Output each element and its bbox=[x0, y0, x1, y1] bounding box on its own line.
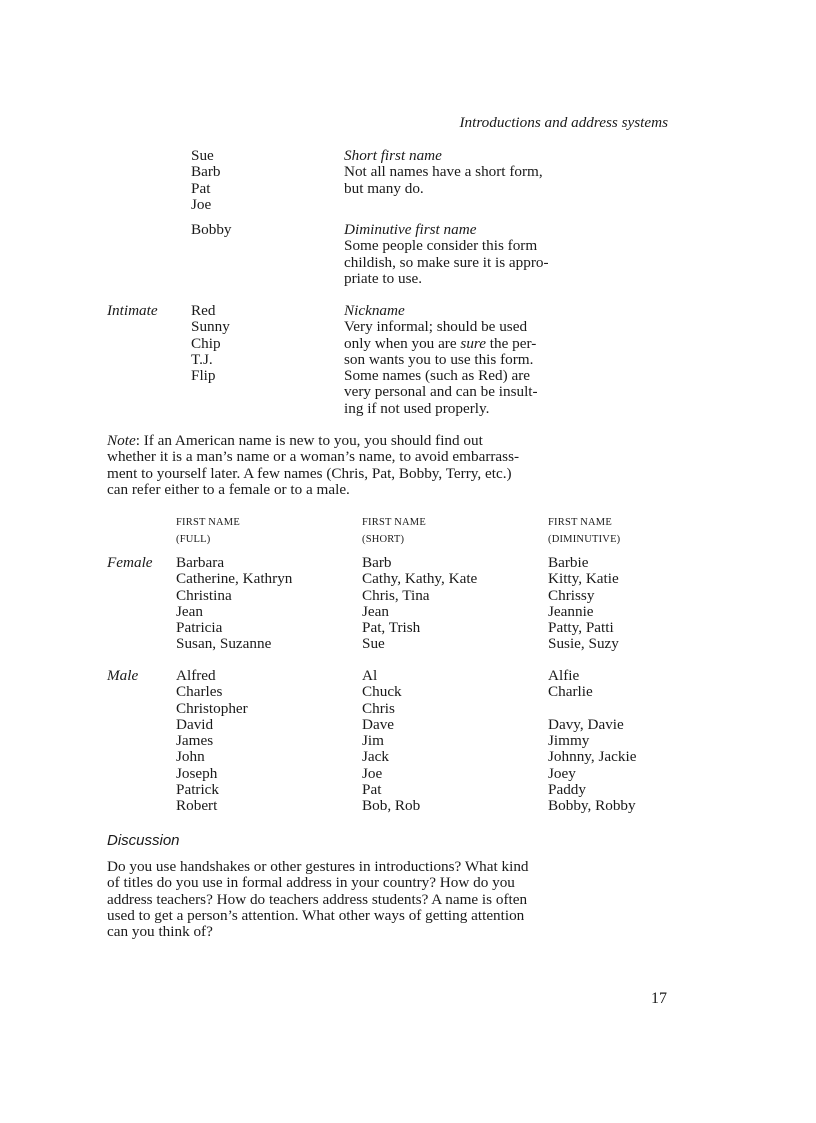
table-cell: David bbox=[176, 715, 214, 733]
table-cell: Jean bbox=[362, 602, 389, 620]
female-diminutive-column bbox=[548, 555, 619, 653]
table-cell: Bob, Rob bbox=[362, 797, 421, 815]
desc-line: childish, so make sure it is appro- bbox=[344, 253, 549, 271]
nickname-description bbox=[344, 303, 538, 417]
table-cell: James bbox=[176, 732, 214, 750]
table-cell: Al bbox=[362, 667, 378, 684]
header-line: (DIMINUTIVE) bbox=[548, 534, 621, 545]
header-line: FIRST NAME bbox=[176, 517, 240, 528]
table-cell: Bobby, Robby bbox=[548, 797, 636, 815]
name-item: Flip bbox=[191, 367, 216, 385]
desc-line: Some names (such as Red) are bbox=[344, 367, 530, 385]
table-cell: Jim bbox=[362, 732, 384, 750]
header-line: FIRST NAME bbox=[548, 517, 612, 528]
table-cell: Christina bbox=[176, 586, 232, 604]
column-header-short bbox=[362, 514, 426, 548]
note-line bbox=[107, 433, 519, 449]
note-text: : If an American name is new to you, you should find out bbox=[135, 432, 483, 449]
name-item: Sue bbox=[191, 147, 214, 164]
note-line: ment to yourself later. A few names (Chris, Pat, Bobby, Terry, etc.) bbox=[107, 464, 512, 482]
desc-text: the per- bbox=[486, 334, 537, 352]
table-cell: Chuck bbox=[362, 683, 402, 701]
table-cell: Chrissy bbox=[548, 586, 595, 604]
table-cell: John bbox=[176, 748, 205, 766]
short-form-description bbox=[344, 148, 543, 197]
nickname-names-list bbox=[191, 303, 230, 384]
male-short-column bbox=[362, 668, 420, 815]
diminutive-names-list bbox=[191, 222, 232, 238]
table-cell: Barbara bbox=[176, 554, 225, 571]
name-item: T.J. bbox=[191, 350, 213, 368]
note-line: whether it is a man’s name or a woman’s name, to avoid embarrass- bbox=[107, 448, 520, 466]
intimate-label: Intimate bbox=[107, 302, 158, 319]
table-cell: Patty, Patti bbox=[548, 619, 614, 637]
header-line: (FULL) bbox=[176, 534, 211, 545]
desc-line bbox=[344, 336, 538, 352]
table-cell: Jimmy bbox=[548, 732, 590, 750]
table-cell: Jack bbox=[362, 748, 389, 766]
table-cell: Cathy, Kathy, Kate bbox=[362, 570, 478, 588]
note-paragraph bbox=[107, 433, 519, 498]
table-cell: Joe bbox=[362, 764, 383, 782]
form-title: Short first name bbox=[344, 147, 442, 164]
table-cell: Charlie bbox=[548, 683, 593, 701]
page-number: 17 bbox=[651, 990, 667, 1007]
desc-line: son wants you to use this form. bbox=[344, 350, 534, 368]
note-line: can refer either to a female or to a male. bbox=[107, 480, 350, 498]
name-item: Chip bbox=[191, 334, 221, 352]
header-line: (SHORT) bbox=[362, 534, 405, 545]
table-cell: Patricia bbox=[176, 619, 223, 637]
name-item: Bobby bbox=[191, 221, 232, 238]
table-cell: Pat, Trish bbox=[362, 619, 421, 637]
male-full-column bbox=[176, 668, 248, 815]
table-cell: Jean bbox=[176, 602, 203, 620]
discussion-heading: Discussion bbox=[107, 832, 180, 849]
table-cell: Paddy bbox=[548, 781, 586, 799]
running-head: Introductions and address systems bbox=[459, 114, 668, 131]
discussion-line: can you think of? bbox=[107, 923, 213, 941]
male-diminutive-column bbox=[548, 668, 636, 815]
name-item: Joe bbox=[191, 195, 212, 213]
discussion-line: used to get a person’s attention. What other ways of getting attention bbox=[107, 906, 525, 924]
table-cell: Joseph bbox=[176, 764, 218, 782]
table-cell: Dave bbox=[362, 715, 395, 733]
desc-text: only when you are bbox=[344, 334, 461, 352]
table-cell: Sue bbox=[362, 635, 385, 653]
table-cell: Johnny, Jackie bbox=[548, 748, 637, 766]
diminutive-form-description bbox=[344, 222, 549, 287]
desc-line: priate to use. bbox=[344, 269, 423, 287]
desc-line: very personal and can be insult- bbox=[344, 383, 538, 401]
table-cell: Alfred bbox=[176, 667, 216, 684]
table-cell: Kitty, Katie bbox=[548, 570, 619, 588]
form-title: Diminutive first name bbox=[344, 221, 477, 238]
table-cell: Joey bbox=[548, 764, 576, 782]
table-cell: Robert bbox=[176, 797, 218, 815]
table-cell: Jeannie bbox=[548, 602, 594, 620]
name-item: Pat bbox=[191, 179, 211, 197]
discussion-paragraph bbox=[107, 859, 529, 940]
name-item: Red bbox=[191, 302, 216, 319]
table-cell: Patrick bbox=[176, 781, 220, 799]
table-cell: Christopher bbox=[176, 699, 248, 717]
male-label: Male bbox=[107, 667, 139, 684]
table-cell: Pat bbox=[362, 781, 382, 799]
name-item: Sunny bbox=[191, 318, 230, 336]
discussion-line: of titles do you use in formal address in your country? How do you bbox=[107, 874, 515, 892]
desc-line: but many do. bbox=[344, 179, 424, 197]
desc-line: Some people consider this form bbox=[344, 237, 538, 255]
form-title: Nickname bbox=[344, 302, 405, 319]
table-cell: Davy, Davie bbox=[548, 715, 624, 733]
short-names-list bbox=[191, 148, 221, 213]
column-header-diminutive bbox=[548, 514, 620, 548]
female-short-column bbox=[362, 555, 477, 653]
emphasis-text: sure bbox=[460, 334, 486, 352]
table-cell: Catherine, Kathryn bbox=[176, 570, 293, 588]
female-full-column bbox=[176, 555, 292, 653]
table-cell: Charles bbox=[176, 683, 223, 701]
column-header-full bbox=[176, 514, 240, 548]
discussion-line: address teachers? How do teachers address students? A name is often bbox=[107, 890, 528, 908]
female-label: Female bbox=[107, 554, 153, 571]
note-label: Note bbox=[107, 432, 136, 449]
table-cell bbox=[548, 701, 636, 717]
table-cell: Chris bbox=[362, 699, 395, 717]
table-cell: Chris, Tina bbox=[362, 586, 430, 604]
desc-line: ing if not used properly. bbox=[344, 399, 490, 417]
table-cell: Barbie bbox=[548, 554, 589, 571]
name-item: Barb bbox=[191, 163, 221, 181]
discussion-line: Do you use handshakes or other gestures in introductions? What kind bbox=[107, 858, 529, 875]
header-line: FIRST NAME bbox=[362, 517, 426, 528]
desc-line: Very informal; should be used bbox=[344, 318, 528, 336]
table-cell: Susan, Suzanne bbox=[176, 635, 272, 653]
table-cell: Susie, Suzy bbox=[548, 635, 619, 653]
table-cell: Barb bbox=[362, 554, 392, 571]
desc-line: Not all names have a short form, bbox=[344, 163, 543, 181]
table-cell: Alfie bbox=[548, 667, 580, 684]
